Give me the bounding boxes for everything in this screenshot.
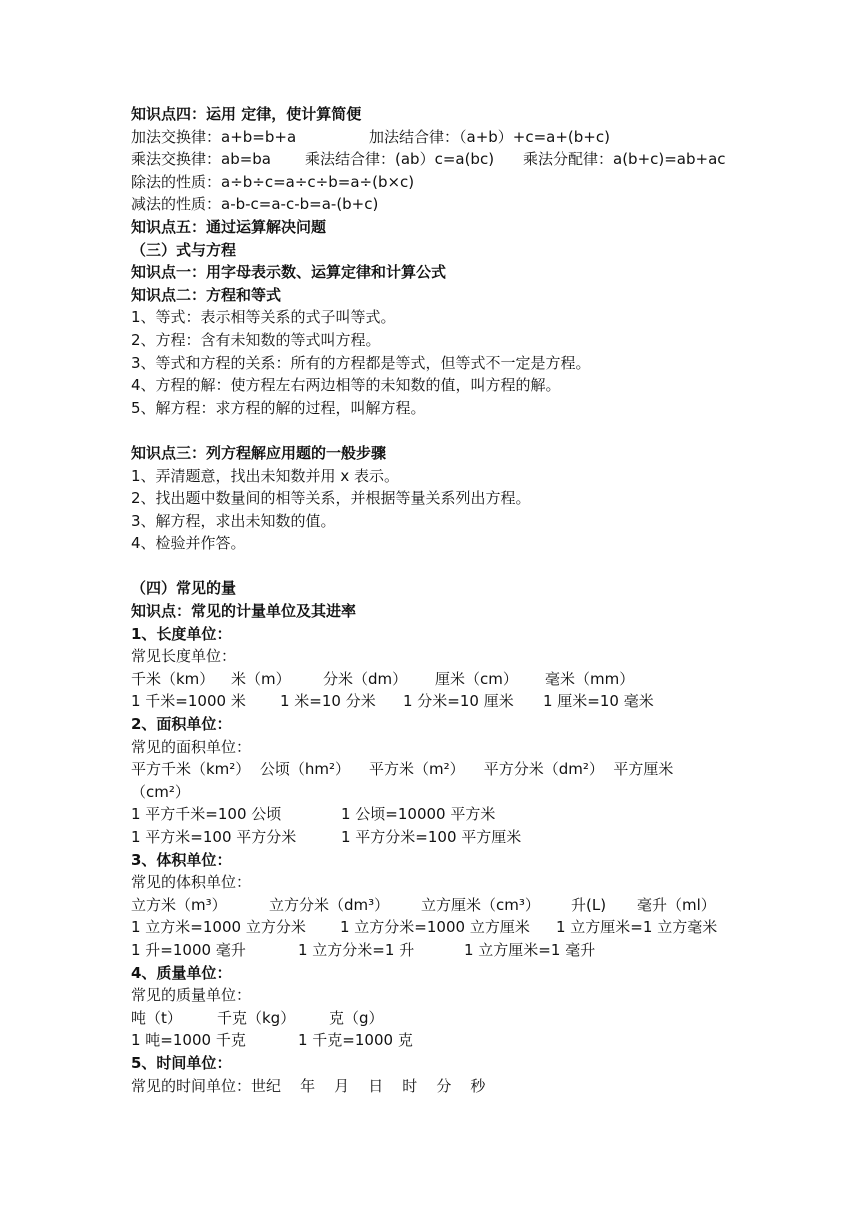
unit: 米（m） bbox=[231, 669, 291, 688]
area-intro: 常见的面积单位： bbox=[131, 737, 252, 756]
mul-dist: 乘法分配律：a(b+c)=ab+ac bbox=[523, 150, 726, 169]
unit: 千克（kg） bbox=[217, 1008, 296, 1027]
rate: 1 厘米=10 毫米 bbox=[543, 692, 654, 711]
unit: 毫升（ml） bbox=[637, 895, 716, 914]
sec3-kp3: 知识点三：列方程解应用题的一般步骤 bbox=[131, 443, 387, 462]
rate: 1 千克=1000 克 bbox=[298, 1031, 413, 1050]
section4-title: （四）常见的量 bbox=[131, 579, 237, 598]
rate: 1 分米=10 厘米 bbox=[403, 692, 514, 711]
multiplication-laws bbox=[131, 148, 771, 171]
volume-units bbox=[131, 894, 771, 917]
rate: 1 公顷=10000 平方米 bbox=[341, 805, 496, 824]
time-intro: 常见的时间单位：世纪 年 月 日 时 分 秒 bbox=[131, 1076, 486, 1095]
list-item: 1、等式：表示相等关系的式子叫等式。 bbox=[131, 308, 396, 327]
unit: 立方厘米（cm³） bbox=[421, 895, 540, 914]
rate: 1 立方分米=1 升 bbox=[298, 940, 415, 959]
rate: 1 米=10 分米 bbox=[280, 692, 376, 711]
mul-comm: 乘法交换律：ab=ba bbox=[131, 150, 271, 169]
step-item: 3、解方程，求出未知数的值。 bbox=[131, 511, 336, 530]
volume-rates-1 bbox=[131, 916, 771, 939]
area-rates-1 bbox=[131, 803, 771, 826]
rate: 1 平方分米=100 平方厘米 bbox=[341, 828, 522, 846]
rate: 1 升=1000 毫升 bbox=[131, 940, 246, 959]
area-units: 平方千米（km²） 公顷（hm²） 平方米（m²） 平方分米（dm²） 平方厘米 bbox=[131, 760, 674, 779]
rate: 1 立方分米=1000 立方厘米 bbox=[340, 918, 530, 937]
unit: 升(L) bbox=[571, 895, 607, 914]
unit: 分米（dm） bbox=[323, 669, 408, 688]
length-rates bbox=[131, 690, 771, 713]
rate: 1 平方千米=100 公顷 bbox=[131, 805, 282, 824]
rate: 1 吨=1000 千克 bbox=[131, 1031, 246, 1050]
kp4-title: 知识点四：运用 定律，使计算简便 bbox=[131, 105, 362, 123]
rate: 1 平方米=100 平方分米 bbox=[131, 828, 297, 846]
rate: 1 立方米=1000 立方分米 bbox=[131, 918, 306, 937]
rate: 1 千米=1000 米 bbox=[131, 692, 246, 711]
length-heading: 1、长度单位： bbox=[131, 624, 232, 643]
length-units bbox=[131, 668, 771, 691]
length-intro: 常见长度单位： bbox=[131, 647, 237, 666]
rate: 1 立方厘米=1 毫升 bbox=[464, 940, 596, 959]
unit: 千米（km） bbox=[131, 669, 215, 688]
area-rates-2 bbox=[131, 826, 771, 849]
unit: 吨（t） bbox=[131, 1008, 182, 1027]
unit: 克（g） bbox=[329, 1008, 384, 1027]
unit: 立方米（m³） bbox=[131, 895, 227, 914]
mul-assoc: 乘法结合律：(ab）c=a(bc) bbox=[305, 150, 495, 169]
list-item: 3、等式和方程的关系：所有的方程都是等式，但等式不一定是方程。 bbox=[131, 353, 591, 372]
kp5-title: 知识点五：通过运算解决问题 bbox=[131, 217, 327, 236]
list-item: 4、方程的解：使方程左右两边相等的未知数的值，叫方程的解。 bbox=[131, 376, 561, 395]
sec3-kp1: 知识点一：用字母表示数、运算定律和计算公式 bbox=[131, 263, 447, 282]
sec3-kp2: 知识点二：方程和等式 bbox=[131, 285, 282, 304]
section3-title: （三）式与方程 bbox=[131, 240, 237, 259]
division-property: 除法的性质：a÷b÷c=a÷c÷b=a÷(b×c) bbox=[131, 172, 415, 191]
volume-rates-2 bbox=[131, 939, 771, 962]
area-heading: 2、面积单位： bbox=[131, 715, 232, 734]
list-item: 5、解方程：求方程的解的过程，叫解方程。 bbox=[131, 398, 426, 417]
step-item: 4、检验并作答。 bbox=[131, 534, 246, 553]
add-assoc: 加法结合律：（a+b）+c=a+(b+c) bbox=[369, 127, 610, 146]
mass-units bbox=[131, 1007, 771, 1030]
mass-heading: 4、质量单位： bbox=[131, 963, 232, 982]
unit: 毫米（mm） bbox=[545, 669, 635, 688]
sec4-kp: 知识点：常见的计量单位及其进率 bbox=[131, 602, 357, 621]
document-page bbox=[131, 103, 771, 1097]
time-heading: 5、时间单位： bbox=[131, 1053, 232, 1072]
mass-intro: 常见的质量单位： bbox=[131, 986, 252, 1005]
add-comm: 加法交换律：a+b=b+a bbox=[131, 127, 297, 146]
addition-laws bbox=[131, 126, 771, 149]
subtraction-property: 减法的性质：a-b-c=a-c-b=a-(b+c) bbox=[131, 195, 379, 214]
volume-intro: 常见的体积单位： bbox=[131, 873, 252, 892]
list-item: 2、方程：含有未知数的等式叫方程。 bbox=[131, 330, 381, 349]
rate: 1 立方厘米=1 立方毫米 bbox=[556, 918, 718, 937]
unit: 厘米（cm） bbox=[435, 669, 518, 688]
unit: 立方分米（dm³） bbox=[269, 895, 390, 914]
step-item: 2、找出题中数量间的相等关系，并根据等量关系列出方程。 bbox=[131, 489, 531, 508]
volume-heading: 3、体积单位： bbox=[131, 850, 232, 869]
area-units-cont: （cm²） bbox=[131, 782, 190, 801]
mass-rates bbox=[131, 1029, 771, 1052]
step-item: 1、弄清题意，找出未知数并用 x 表示。 bbox=[131, 466, 399, 485]
